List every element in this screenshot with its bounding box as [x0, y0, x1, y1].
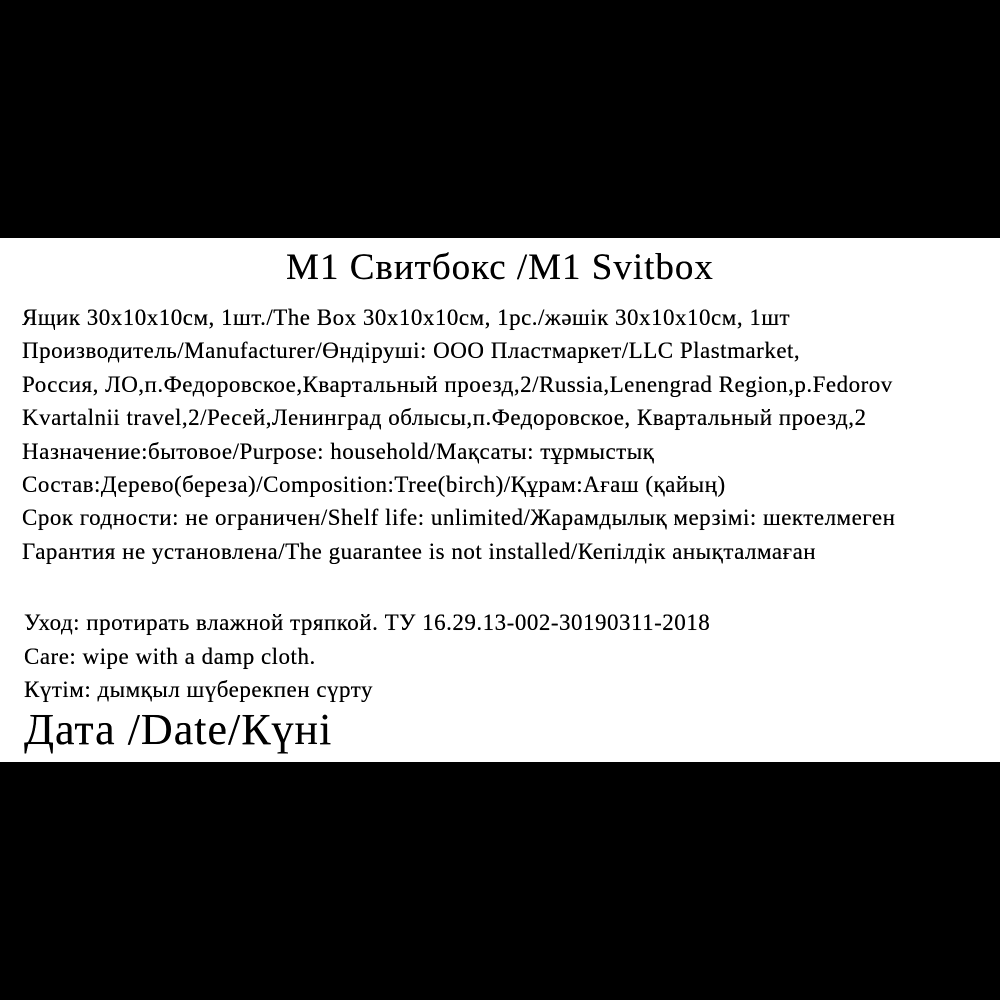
product-title: М1 Свитбокс /M1 Svitbox: [286, 247, 714, 288]
label-info-block: [22, 301, 1000, 568]
label-line-address-1: Россия, ЛО,п.Федоровское,Квартальный проезд,2/Russia,Lenengrad Region,p.Fedorov: [22, 371, 893, 397]
label-line-composition: Состав:Дерево(береза)/Composition:Tree(birch)/Құрам:Ағаш (қайың): [22, 472, 726, 498]
label-line-purpose: Назначение:бытовое/Purpose: household/Мақсаты: тұрмыстық: [22, 438, 655, 464]
care-line-en: Care: wipe with a damp cloth.: [24, 643, 316, 669]
label-line-manufacturer: Производитель/Manufacturer/Өндіруші: ООО Пластмаркет/LLC Plastmarket,: [22, 338, 801, 364]
date-line: Дата /Date/Күні: [24, 705, 333, 754]
product-label: [0, 238, 1000, 762]
label-line-dimensions: Ящик 30х10х10см, 1шт./The Box 30х10х10см, 1pc./жәшік 30х10х10см, 1шт: [22, 305, 791, 330]
care-line-kz: Күтім: дымқыл шүберекпен сүрту: [24, 677, 373, 702]
care-line-ru: Уход: протирать влажной тряпкой. ТУ 16.29.13-002-30190311-2018: [24, 610, 711, 635]
label-line-address-2: Kvartalnii travel,2/Ресей,Ленинград облысы,п.Федоровское, Квартальный проезд,2: [22, 405, 867, 431]
top-black-bar: [0, 0, 1000, 238]
label-line-guarantee: Гарантия не установлена/The guarantee is not installed/Кепілдік анықталмаған: [22, 538, 817, 564]
care-section: [24, 606, 1000, 707]
label-line-shelf-life: Срок годности: не ограничен/Shelf life: unlimited/Жарамдылық мерзімі: шектелмеген: [22, 505, 896, 531]
bottom-black-bar: [0, 762, 1000, 1000]
